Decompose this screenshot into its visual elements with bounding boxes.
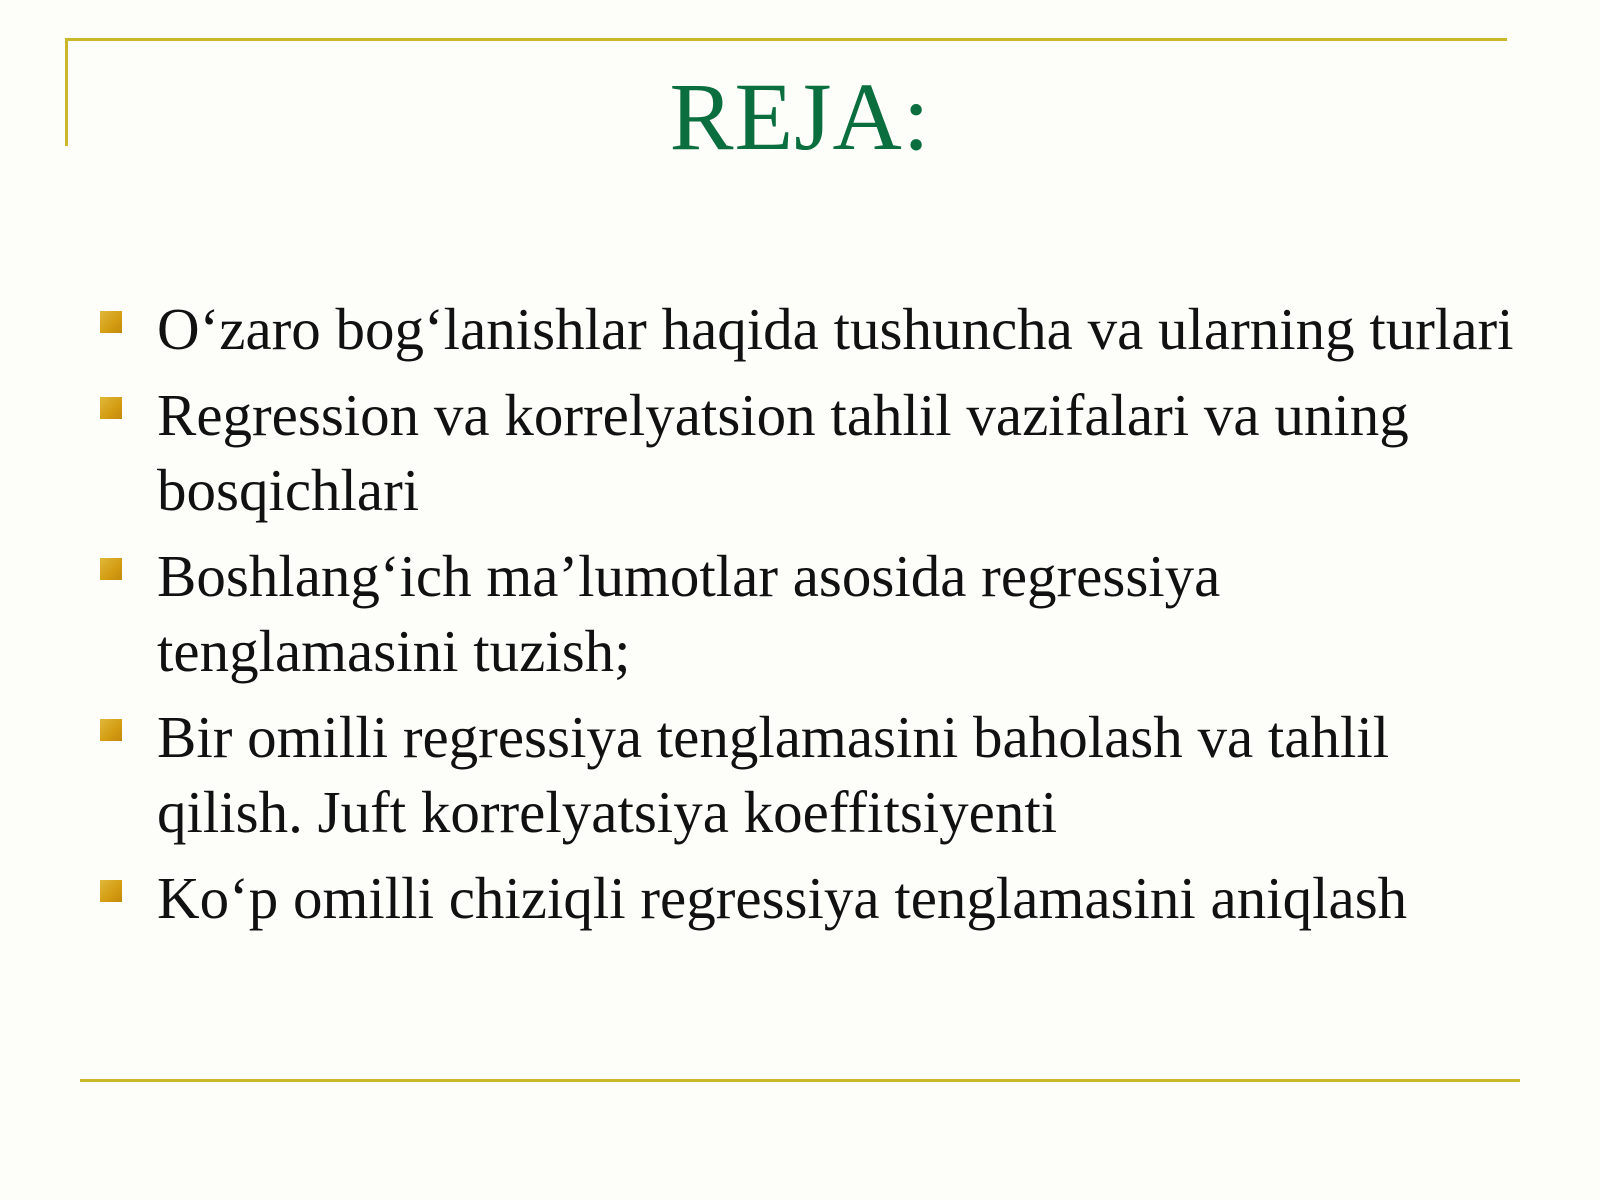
slide-title: REJA: [669,63,931,170]
plan-item [96,292,1516,367]
frame-bottom-line [80,1079,1520,1082]
plan-item [96,539,1516,689]
square-bullet-icon [100,880,122,902]
plan-item-text: Boshlang‘ich ma’lumotlar asosida regressiya tenglamasini tuzish; [157,543,1221,684]
plan-item-text: Bir omilli regressiya tenglamasini baholash va tahlil qilish. Juft korrelyatsiya koeffitsiyenti [157,704,1390,845]
plan-item [96,700,1516,850]
square-bullet-icon [100,311,122,333]
square-bullet-icon [100,397,122,419]
plan-item-text: Regression va korrelyatsion tahlil vazifalari va uning bosqichlari [157,382,1409,523]
plan-item-text: O‘zaro bog‘lanishlar haqida tushuncha va ularning turlari [157,296,1514,362]
plan-item [96,861,1516,936]
square-bullet-icon [100,558,122,580]
square-bullet-icon [100,719,122,741]
frame-top-line [65,38,1507,41]
plan-list [96,292,1516,947]
plan-item [96,378,1516,528]
plan-item-text: Ko‘p omilli chiziqli regressiya tenglamasini aniqlash [157,865,1408,931]
